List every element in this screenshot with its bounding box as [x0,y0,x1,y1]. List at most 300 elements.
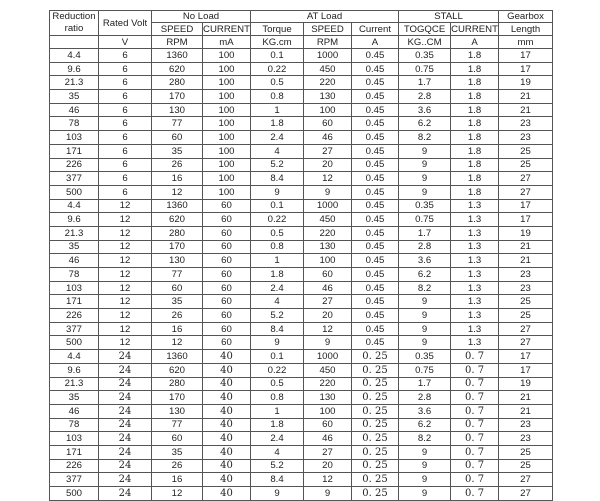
load-current-cell: 0. 25 [352,363,399,377]
ratio-cell: 4.4 [50,49,99,63]
stall-current-cell: 0. 7 [451,487,499,501]
volt-cell: 12 [99,281,152,295]
table-row [50,144,553,158]
stall-current-cell: 1.3 [451,336,499,350]
stall-torque-cell: 9 [399,158,451,172]
torque-cell: 0.5 [251,76,304,90]
noload-speed-cell: 26 [152,158,203,172]
table-row [50,487,553,501]
stall-current-cell: 1.3 [451,199,499,213]
stall-current-cell: 0. 7 [451,404,499,418]
noload-speed-cell: 280 [152,377,203,391]
stall-torque-cell: 3.6 [399,254,451,268]
stall-header: STALL [399,11,499,23]
length-cell: 17 [499,199,553,213]
volt-cell: 12 [99,240,152,254]
load-speed-cell: 130 [304,240,352,254]
length-cell: 19 [499,76,553,90]
torque-cell: 1 [251,103,304,117]
load-current-cell: 0.45 [352,268,399,282]
volt-cell: 24 [99,487,152,501]
torque-cell: 1.8 [251,268,304,282]
load-current-cell: 0. 25 [352,418,399,432]
torque-cell: 4 [251,445,304,459]
ratio-cell: 103 [50,131,99,145]
noload-speed-cell: 26 [152,309,203,323]
load-current-cell: 0.45 [352,144,399,158]
torque-cell: 1 [251,254,304,268]
ratio-cell: 78 [50,418,99,432]
noload-current-cell: 100 [203,62,251,76]
length-cell: 17 [499,350,553,364]
length-cell: 25 [499,295,553,309]
ratio-cell: 21.3 [50,226,99,240]
table-row [50,473,553,487]
unit-cell: RPM [152,36,203,49]
table-row [50,103,553,117]
load-speed-cell: 220 [304,226,352,240]
load-current-cell: 0. 25 [352,391,399,405]
volt-cell: 24 [99,473,152,487]
stall-current-cell: 1.3 [451,240,499,254]
volt-cell: 6 [99,131,152,145]
length-cell: 21 [499,391,553,405]
stall-torque-cell: 0.75 [399,363,451,377]
torque-cell: 0.1 [251,199,304,213]
noload-speed-cell: 170 [152,90,203,104]
ratio-cell: 35 [50,90,99,104]
motor-spec-sheet [49,10,552,501]
ratio-cell: 171 [50,144,99,158]
ratio-cell: 226 [50,309,99,323]
table-row [50,404,553,418]
volt-cell: 24 [99,459,152,473]
stall-current-cell: 0. 7 [451,459,499,473]
load-current-cell: 0. 25 [352,487,399,501]
table-row [50,432,553,446]
stall-torque-cell: 2.8 [399,90,451,104]
stall-current-cell: 1.3 [451,281,499,295]
torque-cell: 8.4 [251,172,304,186]
load-current-cell: 0.45 [352,295,399,309]
load-current-cell: 0.45 [352,240,399,254]
stall-current-cell: 1.8 [451,49,499,63]
volt-cell: 12 [99,199,152,213]
length-cell: 19 [499,226,553,240]
stall-current-cell: 1.3 [451,322,499,336]
volt-cell: 6 [99,117,152,131]
noload-speed-cell: 77 [152,268,203,282]
noload-current-cell: 60 [203,268,251,282]
length-cell: 23 [499,117,553,131]
noload-speed-cell: 35 [152,295,203,309]
ratio-cell: 78 [50,268,99,282]
table-row [50,62,553,76]
load-current-cell: 0. 25 [352,377,399,391]
noload-current-cell: 40 [203,445,251,459]
table-row [50,90,553,104]
table-row [50,309,553,323]
noload-speed-cell: 620 [152,62,203,76]
stall-current-cell: 0. 7 [451,363,499,377]
noload-speed-cell: 620 [152,213,203,227]
noload-speed-cell: 12 [152,185,203,199]
load-speed-cell: 12 [304,322,352,336]
table-row [50,363,553,377]
load-current-cell: 0.45 [352,76,399,90]
load-current-cell: 0.45 [352,90,399,104]
noload-current-cell: 60 [203,213,251,227]
volt-cell: 24 [99,363,152,377]
table-row [50,418,553,432]
noload-speed-cell: 130 [152,404,203,418]
torque-cell: 2.4 [251,281,304,295]
stall-torque-cell: 6.2 [399,117,451,131]
ratio-cell: 46 [50,103,99,117]
table-row [50,76,553,90]
load-speed-cell: 1000 [304,350,352,364]
stall-current-cell: 1.8 [451,103,499,117]
noload-current-cell: 60 [203,295,251,309]
load-current-cell: 0. 25 [352,432,399,446]
ratio-cell: 46 [50,404,99,418]
volt-cell: 12 [99,322,152,336]
noload-current-cell: 60 [203,199,251,213]
volt-cell: 6 [99,76,152,90]
length-cell: 23 [499,268,553,282]
load-current-cell: 0.45 [352,309,399,323]
stall-torque-cell: 1.7 [399,226,451,240]
stall-torque-cell: 0.75 [399,213,451,227]
at-load-header: AT Load [251,11,399,23]
noload-speed-cell: 16 [152,172,203,186]
unit-cell: V [99,36,152,49]
load-current-cell: 0.45 [352,213,399,227]
volt-cell: 12 [99,226,152,240]
load-speed-cell: 100 [304,103,352,117]
volt-cell: 6 [99,144,152,158]
volt-cell: 6 [99,62,152,76]
torque-cell: 0.22 [251,213,304,227]
length-cell: 23 [499,281,553,295]
ratio-cell: 103 [50,432,99,446]
load-speed-cell: 27 [304,295,352,309]
torque-cell: 5.2 [251,309,304,323]
stall-torque-cell: 9 [399,185,451,199]
noload-speed-cell: 35 [152,445,203,459]
table-row [50,459,553,473]
stall-torque-cell: 9 [399,445,451,459]
load-current-cell: 0.45 [352,185,399,199]
load-current-cell: 0.45 [352,62,399,76]
table-row [50,172,553,186]
load-speed-cell: 130 [304,90,352,104]
noload-speed-cell: 12 [152,336,203,350]
noload-current-cell: 100 [203,185,251,199]
table-row [50,322,553,336]
load-current-cell: 0.45 [352,172,399,186]
stall-torque-cell: 1.7 [399,76,451,90]
torque-cell: 0.1 [251,49,304,63]
load-speed-cell: 46 [304,131,352,145]
load-speed-cell: 12 [304,172,352,186]
unit-cell: A [451,36,499,49]
stall-current-cell: 0. 7 [451,350,499,364]
load-speed-cell: 46 [304,432,352,446]
load-speed-cell: 450 [304,62,352,76]
load-current-cell: 0.45 [352,336,399,350]
noload-current-cell: 100 [203,158,251,172]
volt-cell: 6 [99,103,152,117]
noload-current-cell: 60 [203,322,251,336]
noload-current-cell: 40 [203,473,251,487]
length-cell: 27 [499,473,553,487]
length-cell: 21 [499,240,553,254]
stall-current-cell: 1.3 [451,268,499,282]
ratio-cell: 377 [50,473,99,487]
table-row [50,377,553,391]
length-cell: 17 [499,363,553,377]
ratio-cell: 103 [50,281,99,295]
stall-torque-cell: 3.6 [399,103,451,117]
load-speed-cell: 60 [304,117,352,131]
stall-torque-cell: 8.2 [399,281,451,295]
length-cell: 25 [499,158,553,172]
noload-current-cell: 40 [203,377,251,391]
noload-speed-cell: 1360 [152,49,203,63]
load-current-cell: 0.45 [352,158,399,172]
load-speed-cell: 60 [304,268,352,282]
noload-current-cell: 40 [203,363,251,377]
ratio-cell: 500 [50,487,99,501]
noload-current-cell: 60 [203,281,251,295]
load-speed-cell: 20 [304,309,352,323]
col-header: SPEED [304,23,352,36]
torque-cell: 8.4 [251,322,304,336]
load-speed-cell: 220 [304,377,352,391]
unit-cell: mA [203,36,251,49]
table-row [50,158,553,172]
reduction-ratio-header: Reduction ratio [50,11,99,36]
stall-current-cell: 1.8 [451,158,499,172]
torque-cell: 4 [251,295,304,309]
stall-current-cell: 1.8 [451,117,499,131]
gear-motor-spec-table [49,10,553,501]
stall-current-cell: 0. 7 [451,445,499,459]
stall-torque-cell: 9 [399,144,451,158]
stall-current-cell: 1.3 [451,226,499,240]
table-row [50,391,553,405]
length-cell: 27 [499,322,553,336]
ratio-cell: 4.4 [50,199,99,213]
length-cell: 17 [499,213,553,227]
gearbox-header: Gearbox [499,11,553,23]
torque-cell: 5.2 [251,459,304,473]
ratio-cell: 9.6 [50,363,99,377]
ratio-cell: 46 [50,254,99,268]
stall-current-cell: 1.3 [451,295,499,309]
ratio-cell: 226 [50,459,99,473]
torque-cell: 1.8 [251,418,304,432]
load-speed-cell: 12 [304,473,352,487]
stall-current-cell: 1.8 [451,90,499,104]
load-current-cell: 0.45 [352,199,399,213]
noload-speed-cell: 280 [152,226,203,240]
load-current-cell: 0.45 [352,49,399,63]
col-header: CURRENT [451,23,498,35]
volt-cell: 24 [99,377,152,391]
volt-cell: 24 [99,391,152,405]
ratio-cell: 4.4 [50,350,99,364]
noload-speed-cell: 60 [152,432,203,446]
torque-cell: 0.22 [251,62,304,76]
unit-cell-empty [50,36,99,49]
volt-cell: 24 [99,432,152,446]
noload-current-cell: 40 [203,404,251,418]
torque-cell: 9 [251,487,304,501]
table-row [50,199,553,213]
noload-speed-cell: 1360 [152,199,203,213]
torque-cell: 4 [251,144,304,158]
length-cell: 25 [499,144,553,158]
noload-current-cell: 60 [203,309,251,323]
stall-current-cell: 0. 7 [451,391,499,405]
load-current-cell: 0. 25 [352,473,399,487]
stall-current-cell: 1.3 [451,309,499,323]
stall-torque-cell: 9 [399,459,451,473]
noload-speed-cell: 280 [152,76,203,90]
torque-cell: 0.22 [251,363,304,377]
noload-current-cell: 40 [203,391,251,405]
rated-volt-header: Rated Volt [99,11,152,36]
load-speed-cell: 100 [304,404,352,418]
load-speed-cell: 27 [304,144,352,158]
volt-cell: 12 [99,309,152,323]
ratio-cell: 500 [50,336,99,350]
volt-cell: 12 [99,336,152,350]
length-cell: 23 [499,418,553,432]
noload-current-cell: 60 [203,240,251,254]
torque-cell: 0.5 [251,226,304,240]
torque-cell: 0.8 [251,391,304,405]
stall-current-cell: 1.8 [451,131,499,145]
noload-current-cell: 40 [203,459,251,473]
stall-torque-cell: 2.8 [399,240,451,254]
col-header: Torque [251,23,304,36]
volt-cell: 12 [99,254,152,268]
noload-speed-cell: 130 [152,103,203,117]
noload-current-cell: 100 [203,76,251,90]
stall-torque-cell: 9 [399,487,451,501]
noload-speed-cell: 77 [152,418,203,432]
length-cell: 21 [499,90,553,104]
col-header: Current [352,23,399,36]
length-cell: 17 [499,49,553,63]
noload-speed-cell: 35 [152,144,203,158]
col-header: TOGQCE [399,23,451,36]
ratio-cell: 500 [50,185,99,199]
length-cell: 17 [499,62,553,76]
volt-cell: 24 [99,418,152,432]
noload-current-cell: 100 [203,172,251,186]
stall-torque-cell: 3.6 [399,404,451,418]
load-current-cell: 0. 25 [352,350,399,364]
unit-cell: mm [499,36,553,49]
stall-torque-cell: 9 [399,295,451,309]
table-row [50,49,553,63]
table-row [50,117,553,131]
ratio-cell: 78 [50,117,99,131]
load-speed-cell: 220 [304,76,352,90]
load-speed-cell: 27 [304,445,352,459]
stall-torque-cell: 2.8 [399,391,451,405]
load-speed-cell: 1000 [304,199,352,213]
load-speed-cell: 20 [304,158,352,172]
load-speed-cell: 9 [304,185,352,199]
noload-speed-cell: 16 [152,322,203,336]
torque-cell: 0.8 [251,90,304,104]
stall-torque-cell: 8.2 [399,432,451,446]
noload-speed-cell: 130 [152,254,203,268]
stall-current-cell: 0. 7 [451,377,499,391]
ratio-cell: 226 [50,158,99,172]
noload-speed-cell: 12 [152,487,203,501]
noload-speed-cell: 620 [152,363,203,377]
load-current-cell: 0.45 [352,226,399,240]
stall-current-cell: 1.3 [451,254,499,268]
stall-current-cell: 1.8 [451,185,499,199]
unit-cell: A [352,36,399,49]
table-row [50,226,553,240]
noload-current-cell: 40 [203,350,251,364]
load-current-cell: 0.45 [352,281,399,295]
stall-current-cell: 1.8 [451,62,499,76]
torque-cell: 5.2 [251,158,304,172]
noload-current-cell: 60 [203,254,251,268]
volt-cell: 6 [99,185,152,199]
volt-cell: 24 [99,404,152,418]
table-row [50,254,553,268]
ratio-cell: 377 [50,322,99,336]
unit-cell: RPM [304,36,352,49]
table-row [50,213,553,227]
load-speed-cell: 20 [304,459,352,473]
ratio-cell: 171 [50,445,99,459]
load-speed-cell: 1000 [304,49,352,63]
noload-current-cell: 40 [203,487,251,501]
spec-table-body [50,49,553,501]
table-row [50,445,553,459]
stall-torque-cell: 0.75 [399,62,451,76]
length-cell: 21 [499,404,553,418]
noload-current-cell: 100 [203,49,251,63]
stall-torque-cell: 6.2 [399,418,451,432]
length-cell: 19 [499,377,553,391]
volt-cell: 6 [99,90,152,104]
torque-cell: 0.8 [251,240,304,254]
noload-current-cell: 100 [203,103,251,117]
ratio-cell: 21.3 [50,377,99,391]
noload-speed-cell: 16 [152,473,203,487]
noload-current-cell: 60 [203,336,251,350]
ratio-cell: 35 [50,391,99,405]
noload-current-cell: 100 [203,131,251,145]
volt-cell: 12 [99,295,152,309]
col-header: CURRENT [203,23,250,35]
ratio-cell: 21.3 [50,76,99,90]
load-current-cell: 0.45 [352,254,399,268]
stall-torque-cell: 1.7 [399,377,451,391]
